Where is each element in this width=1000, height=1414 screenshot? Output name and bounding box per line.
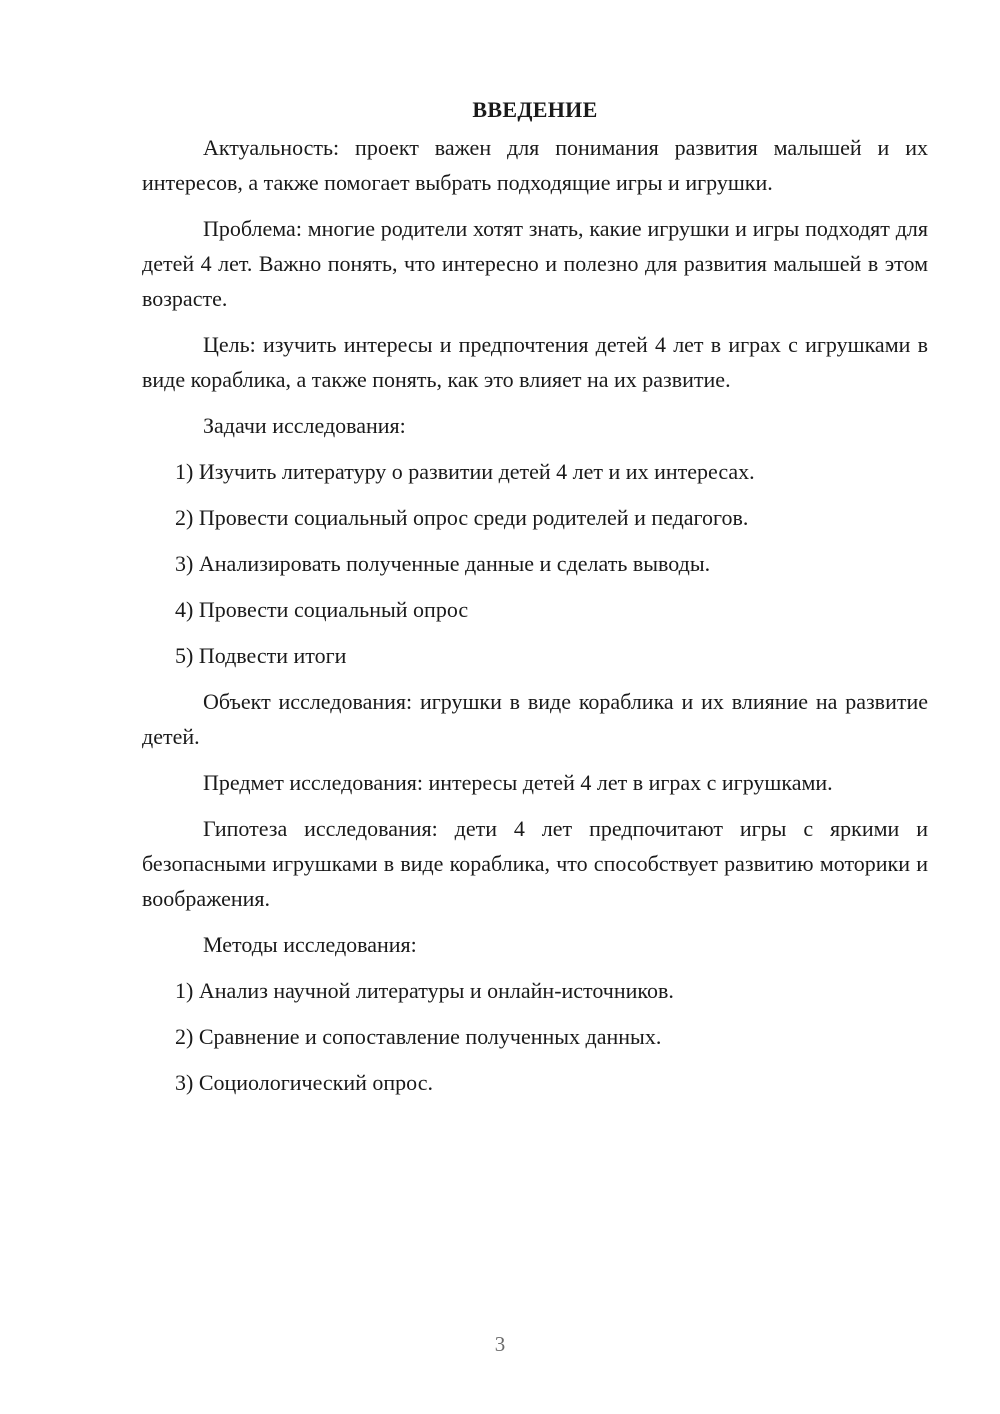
list-item: 2) Провести социальный опрос среди родителей и педагогов. [175, 505, 749, 530]
list-item: 4) Провести социальный опрос [175, 597, 469, 622]
list-item: 5) Подвести итоги [175, 643, 347, 668]
object-paragraph: Объект исследования: игрушки в виде кораблика и их влияние на развитие детей. [142, 689, 928, 749]
subject-paragraph: Предмет исследования: интересы детей 4 лет в играх с игрушками. [203, 770, 833, 795]
problem-paragraph: Проблема: многие родители хотят знать, какие игрушки и игры подходят для детей 4 лет. Важно понять, что интересно и полезно для развития малышей в этом возрасте. [142, 216, 928, 311]
methods-heading: Методы исследования: [203, 932, 417, 957]
goal-paragraph: Цель: изучить интересы и предпочтения детей 4 лет в играх с игрушками в виде кораблика, а также понять, как это влияет на их развитие. [142, 332, 928, 392]
document-page [142, 92, 928, 1111]
relevance-paragraph: Актуальность: проект важен для понимания развития малышей и их интересов, а также помогает выбрать подходящие игры и игрушки. [142, 135, 928, 195]
list-item: 1) Изучить литературу о развитии детей 4 лет и их интересах. [175, 459, 755, 484]
list-item: 2) Сравнение и сопоставление полученных данных. [175, 1024, 662, 1049]
section-title: ВВЕДЕНИЕ [472, 97, 598, 122]
list-item: 1) Анализ научной литературы и онлайн-источников. [175, 978, 674, 1003]
list-item: 3) Социологический опрос. [175, 1070, 433, 1095]
methods-list [142, 973, 928, 1100]
tasks-heading: Задачи исследования: [203, 413, 406, 438]
list-item: 3) Анализировать полученные данные и сделать выводы. [175, 551, 711, 576]
tasks-list [142, 454, 928, 673]
hypothesis-paragraph: Гипотеза исследования: дети 4 лет предпочитают игры с яркими и безопасными игрушками в виде кораблика, что способствует развитию моторики и воображения. [142, 816, 928, 911]
page-number: 3 [494, 1332, 506, 1356]
